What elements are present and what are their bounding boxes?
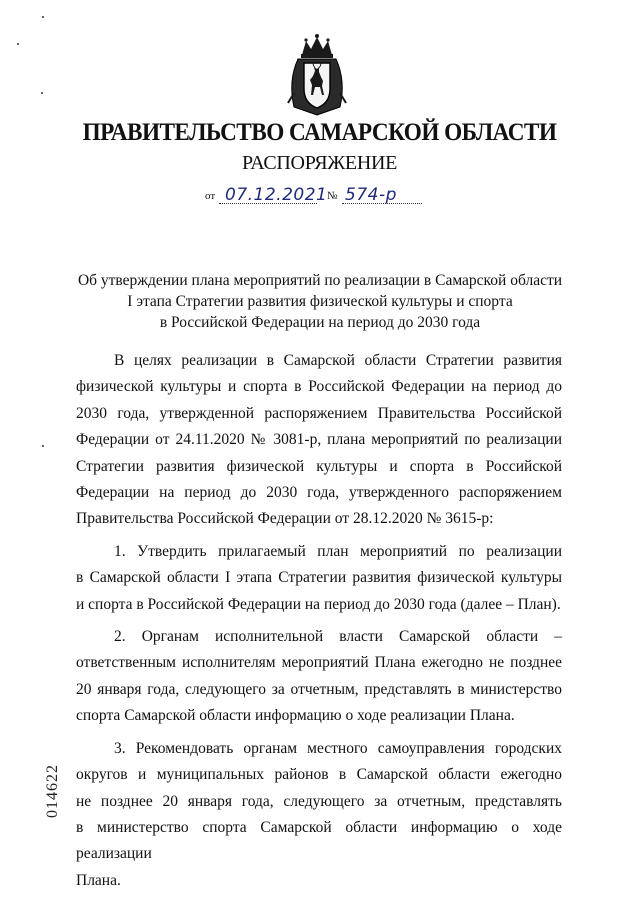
body-line: в Самарской области I этапа Стратегии развития физической культуры bbox=[76, 569, 562, 587]
preamble-paragraph bbox=[76, 348, 562, 533]
subject-line: I этапа Стратегии развития физической культуры и спорта bbox=[127, 293, 513, 310]
body-line: 2. Органам исполнительной власти Самарской области – bbox=[114, 628, 562, 646]
body-line: 2030 года, утвержденной распоряжением Правительства Российской bbox=[76, 404, 562, 422]
document-type: РАСПОРЯЖЕНИЕ bbox=[241, 152, 398, 174]
body-line: физической культуры и спорта в Российской Федерации на период до bbox=[76, 378, 562, 396]
document-body bbox=[76, 348, 562, 894]
body-line: Федерации на период до 2030 года, утвержденного распоряжением bbox=[76, 484, 562, 502]
body-line: 3. Рекомендовать органам местного самоуправления городских bbox=[114, 739, 562, 757]
subject-line: в Российской Федерации на период до 2030 года bbox=[159, 314, 481, 331]
government-title: ПРАВИТЕЛЬСТВО САМАРСКОЙ ОБЛАСТИ bbox=[82, 119, 557, 146]
body-line: 1. Утвердить прилагаемый план мероприятий по реализации bbox=[114, 542, 562, 560]
serial-number: 014622 bbox=[44, 764, 61, 818]
body-line: и спорта в Российской Федерации на период до 2030 года (далее – План). bbox=[76, 595, 561, 613]
body-line: в министерство спорта Самарской области информацию о ходе реализации bbox=[76, 818, 562, 863]
body-line: Плана. bbox=[76, 871, 121, 889]
number-prefix: № bbox=[327, 190, 338, 202]
document-date-number bbox=[205, 180, 425, 208]
body-line: ответственным исполнителям мероприятий Плана ежегодно не позднее bbox=[76, 654, 562, 672]
subject-line: Об утверждении плана мероприятий по реализации в Самарской области bbox=[77, 272, 563, 289]
samara-coat-of-arms-icon bbox=[284, 33, 350, 117]
item-2-paragraph bbox=[76, 624, 562, 730]
body-line: Стратегии развития физической культуры и спорта в Российской bbox=[76, 457, 562, 475]
item-1-paragraph bbox=[76, 539, 562, 618]
body-line: Правительства Российской Федерации от 28.12.2020 № 3615-р: bbox=[76, 510, 494, 528]
date-prefix: от bbox=[205, 190, 216, 202]
body-line: округов и муниципальных районов в Самарской области ежегодно bbox=[76, 766, 562, 784]
body-line: спорта Самарской области информацию о ходе реализации Плана. bbox=[76, 707, 515, 725]
item-3-paragraph bbox=[76, 736, 562, 894]
body-line: 20 января года, следующего за отчетным, представлять в министерство bbox=[76, 680, 562, 698]
number-value: 574-р bbox=[345, 185, 397, 205]
body-line: В целях реализации в Самарской области Стратегии развития bbox=[114, 352, 562, 369]
document-subject bbox=[60, 270, 580, 333]
body-line: Федерации от 24.11.2020 № 3081-р, плана мероприятий по реализации bbox=[76, 431, 562, 449]
body-line: не позднее 20 января года, следующего за отчетным, представлять bbox=[76, 792, 562, 810]
date-value: 07.12.2021 bbox=[225, 185, 328, 205]
